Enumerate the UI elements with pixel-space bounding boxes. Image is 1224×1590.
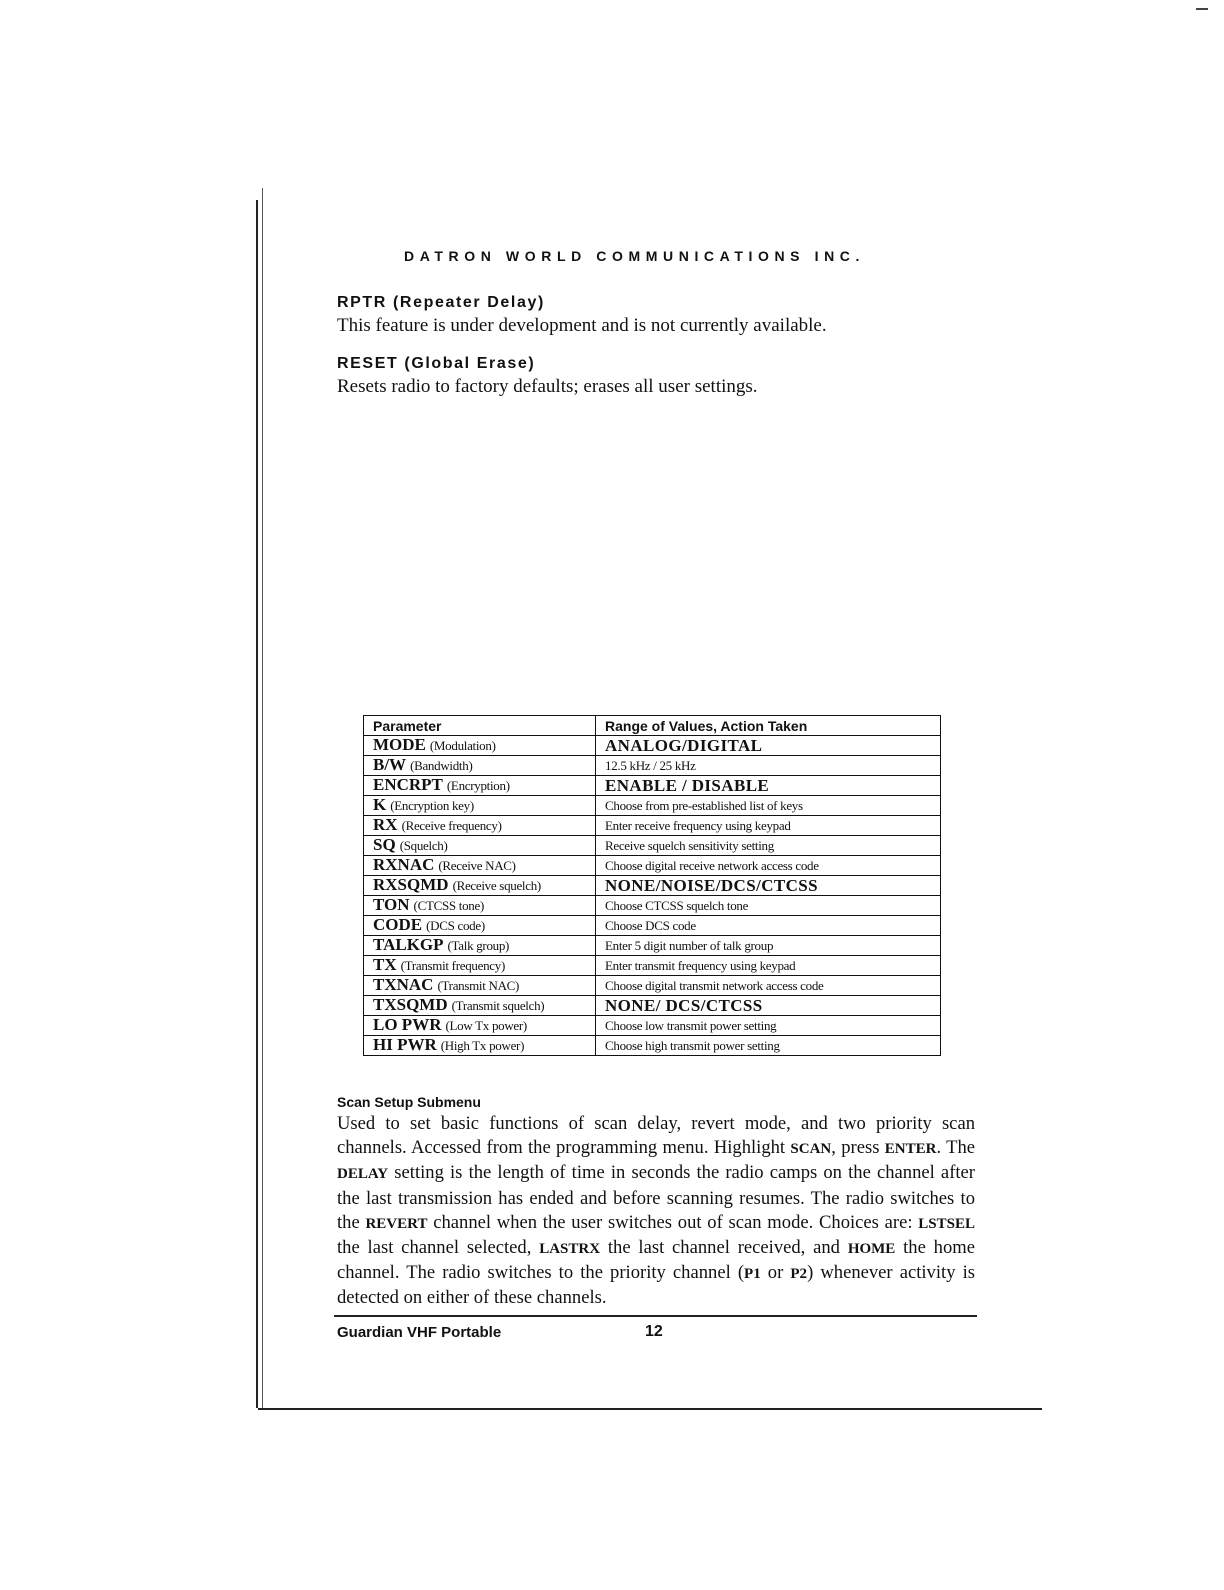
keyword-revert: REVERT	[365, 1215, 428, 1232]
parameter-description: (DCS code)	[426, 918, 485, 933]
parameter-cell	[364, 816, 596, 836]
parameter-name: B/W	[373, 755, 407, 774]
table-body	[364, 736, 941, 1056]
parameter-cell	[364, 876, 596, 896]
scan-text: the last channel selected,	[337, 1237, 540, 1259]
value-cell: NONE/ DCS/CTCSS	[596, 996, 941, 1016]
scan-text: ) whenever activity is detected on either of these channels.	[337, 1262, 975, 1309]
scan-text: . The	[936, 1137, 975, 1159]
parameter-name: RXSQMD	[373, 875, 449, 894]
keyword-lstsel: LSTSEL	[918, 1215, 975, 1232]
parameter-description: (Talk group)	[447, 938, 510, 953]
value-cell: NONE/NOISE/DCS/CTCSS	[596, 876, 941, 896]
footer-rule	[334, 1315, 977, 1317]
value-cell: Enter transmit frequency using keypad	[596, 956, 941, 976]
parameter-cell	[364, 796, 596, 816]
parameter-description: (Transmit NAC)	[437, 978, 520, 993]
parameter-description: (Low Tx power)	[445, 1018, 527, 1033]
table-row	[364, 896, 941, 916]
section-body-reset: Resets radio to factory defaults; erases all user settings.	[337, 376, 758, 397]
parameter-description: (Transmit squelch)	[451, 998, 545, 1013]
parameter-name: TX	[373, 955, 397, 974]
parameter-name: HI PWR	[373, 1035, 437, 1054]
keyword-p1: P1	[744, 1266, 761, 1283]
scan-text: the last channel received, and	[600, 1237, 848, 1259]
scan-text: the home channel. The radio switches to the priority channel (	[337, 1237, 975, 1284]
parameter-description: (Receive squelch)	[452, 878, 541, 893]
parameter-cell	[364, 856, 596, 876]
parameter-cell	[364, 836, 596, 856]
table-row	[364, 916, 941, 936]
table-row	[364, 776, 941, 796]
footer-product-name: Guardian VHF Portable	[337, 1324, 502, 1341]
keyword-scan: SCAN	[790, 1141, 832, 1158]
header-parameter: Parameter	[364, 716, 596, 736]
parameter-cell	[364, 916, 596, 936]
value-cell: Choose high transmit power setting	[596, 1036, 941, 1056]
scan-text: setting is the length of time in seconds the radio camps on the channel after the last transmission has ended and before scanning resumes. The radio switches to the	[337, 1162, 975, 1233]
table-header-row	[364, 716, 941, 736]
parameter-cell	[364, 776, 596, 796]
table-row	[364, 936, 941, 956]
parameter-name: RXNAC	[373, 855, 435, 874]
parameter-description: (Modulation)	[429, 738, 496, 753]
value-cell: ENABLE / DISABLE	[596, 776, 941, 796]
binding-edge-line-inner	[262, 188, 263, 1410]
value-cell: Choose digital receive network access code	[596, 856, 941, 876]
scan-text: , press	[831, 1137, 885, 1159]
table-row	[364, 856, 941, 876]
parameter-name: LO PWR	[373, 1015, 442, 1034]
parameter-cell	[364, 1036, 596, 1056]
value-cell: Choose low transmit power setting	[596, 1016, 941, 1036]
scan-setup-title: Scan Setup Submenu	[337, 1094, 481, 1110]
parameter-cell	[364, 1016, 596, 1036]
parameter-name: SQ	[373, 835, 396, 854]
table-row	[364, 956, 941, 976]
binding-edge-line	[256, 200, 258, 1408]
section-title-rptr: RPTR (Repeater Delay)	[337, 294, 545, 311]
value-cell: Choose digital transmit network access code	[596, 976, 941, 996]
keyword-delay: DELAY	[337, 1166, 389, 1183]
scan-text: channel when the user switches out of scan mode. Choices are:	[427, 1211, 919, 1233]
value-cell: Receive squelch sensitivity setting	[596, 836, 941, 856]
parameter-description: (Transmit frequency)	[400, 958, 505, 973]
scan-text: Used to set basic functions of scan delay, revert mode, and two priority scan channels. Accessed from the programming menu. Highlight	[337, 1113, 975, 1159]
parameter-cell	[364, 936, 596, 956]
parameter-cell	[364, 996, 596, 1016]
value-cell: ANALOG/DIGITAL	[596, 736, 941, 756]
value-cell: Enter receive frequency using keypad	[596, 816, 941, 836]
parameter-name: ENCRPT	[373, 775, 443, 794]
scan-text: or	[760, 1262, 791, 1284]
parameter-description: (Squelch)	[399, 838, 448, 853]
parameter-description: (Receive frequency)	[401, 818, 502, 833]
table-row	[364, 756, 941, 776]
parameter-description: (Encryption)	[446, 778, 510, 793]
parameter-description: (Encryption key)	[390, 798, 474, 813]
parameter-cell	[364, 896, 596, 916]
table-row	[364, 976, 941, 996]
header-range-values: Range of Values, Action Taken	[596, 716, 941, 736]
corner-scan-mark	[1196, 8, 1208, 10]
keyword-enter: ENTER	[884, 1141, 937, 1158]
parameter-cell	[364, 756, 596, 776]
parameter-name: TALKGP	[373, 935, 444, 954]
parameter-name: RX	[373, 815, 398, 834]
parameter-name: MODE	[373, 735, 426, 754]
parameter-name: TON	[373, 895, 410, 914]
parameter-description: (Receive NAC)	[438, 858, 516, 873]
keyword-home: HOME	[847, 1241, 896, 1258]
value-cell: Enter 5 digit number of talk group	[596, 936, 941, 956]
parameter-cell	[364, 976, 596, 996]
table-row	[364, 816, 941, 836]
parameter-description: (CTCSS tone)	[413, 898, 484, 913]
company-header: DATRON WORLD COMMUNICATIONS INC.	[404, 248, 865, 264]
value-cell: 12.5 kHz / 25 kHz	[596, 756, 941, 776]
table-row	[364, 996, 941, 1016]
keyword-lastrx: LASTRX	[539, 1241, 601, 1258]
parameter-cell	[364, 736, 596, 756]
value-cell: Choose CTCSS squelch tone	[596, 896, 941, 916]
section-title-reset: RESET (Global Erase)	[337, 355, 536, 372]
parameter-table	[363, 715, 941, 1056]
keyword-p2: P2	[790, 1266, 808, 1283]
page-bottom-edge-line	[258, 1408, 1042, 1410]
table-row	[364, 796, 941, 816]
value-cell: Choose DCS code	[596, 916, 941, 936]
page-number: 12	[645, 1323, 663, 1340]
table-row	[364, 736, 941, 756]
parameter-description: (High Tx power)	[440, 1038, 525, 1053]
parameter-description: (Bandwidth)	[410, 758, 473, 773]
table-row	[364, 876, 941, 896]
value-cell: Choose from pre-established list of keys	[596, 796, 941, 816]
parameter-name: CODE	[373, 915, 423, 934]
section-body-rptr: This feature is under development and is not currently available.	[337, 315, 827, 336]
parameter-name: K	[373, 795, 387, 814]
parameter-name: TXNAC	[373, 975, 434, 994]
table-row	[364, 1036, 941, 1056]
table-row	[364, 1016, 941, 1036]
table-row	[364, 836, 941, 856]
scan-setup-paragraph	[337, 1112, 975, 1311]
parameter-name: TXSQMD	[373, 995, 448, 1014]
parameter-cell	[364, 956, 596, 976]
